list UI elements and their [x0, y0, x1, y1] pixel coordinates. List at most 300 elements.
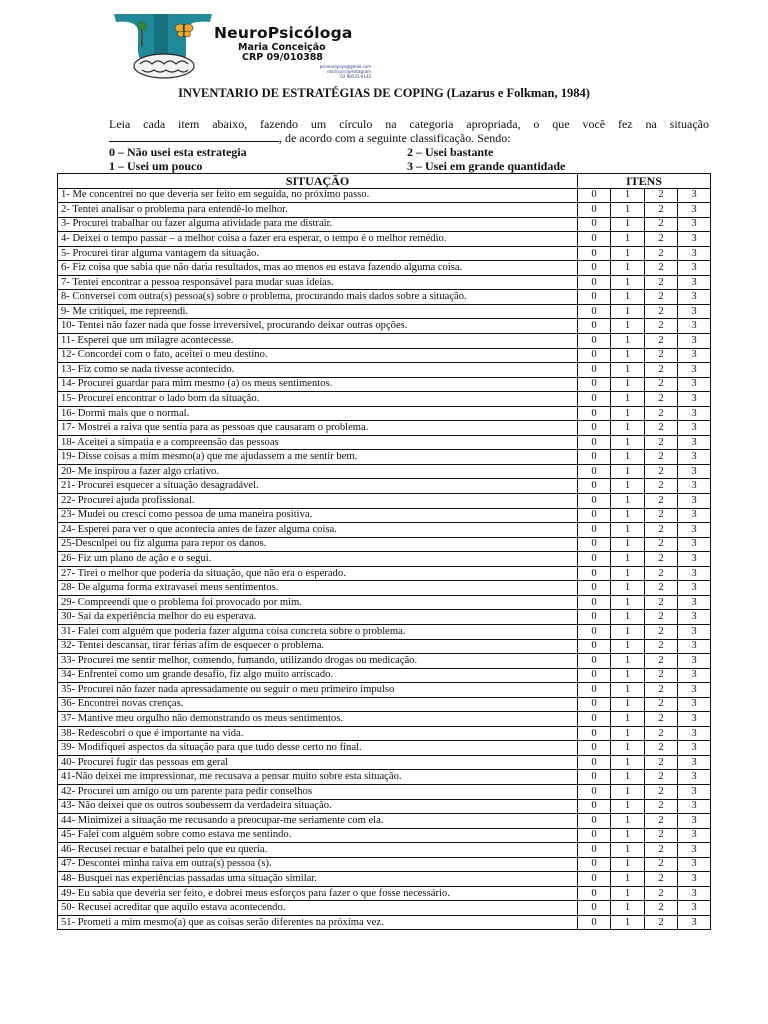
table-row	[58, 464, 711, 479]
rating-option-3[interactable]: 3	[678, 784, 711, 799]
table-row	[58, 290, 711, 305]
rating-option-0[interactable]: 0	[578, 363, 611, 378]
header-items: ITENS	[578, 174, 711, 189]
table-row	[58, 261, 711, 276]
rating-option-1[interactable]: 1	[611, 552, 645, 567]
rating-option-3[interactable]: 3	[678, 246, 711, 261]
rating-option-3[interactable]: 3	[678, 479, 711, 494]
rating-option-2[interactable]: 2	[645, 683, 678, 698]
table-row	[58, 377, 711, 392]
rating-option-2[interactable]: 2	[645, 450, 678, 465]
table-row	[58, 755, 711, 770]
table-row	[58, 203, 711, 218]
situation-cell: 17- Mostrei a raiva que sentia para as pessoas que causaram o problema.	[58, 421, 578, 436]
table-row	[58, 697, 711, 712]
scale-option-3: 3 – Usei em grande quantidade	[407, 159, 566, 173]
rating-option-2[interactable]: 2	[645, 377, 678, 392]
rating-option-0[interactable]: 0	[578, 319, 611, 334]
table-row	[58, 901, 711, 916]
situation-cell: 19- Disse coisas a mim mesmo(a) que me ajudassem a me sentir bem.	[58, 450, 578, 465]
situation-cell: 37- Mantive meu orgulho não demonstrando os meus sentimentos.	[58, 712, 578, 727]
rating-option-2[interactable]: 2	[645, 741, 678, 756]
logo-contact	[301, 64, 371, 79]
rating-option-1[interactable]: 1	[611, 799, 645, 814]
rating-option-1[interactable]: 1	[611, 203, 645, 218]
table-row	[58, 363, 711, 378]
situation-cell: 25-Desculpei ou fiz alguma para repor os danos.	[58, 537, 578, 552]
coping-inventory-table	[57, 173, 711, 930]
rating-option-0[interactable]: 0	[578, 523, 611, 538]
rating-option-1[interactable]: 1	[611, 901, 645, 916]
rating-option-3[interactable]: 3	[678, 814, 711, 829]
rating-option-2[interactable]: 2	[645, 203, 678, 218]
table-row	[58, 639, 711, 654]
situation-cell: 26- Fiz um plano de ação e o segui.	[58, 552, 578, 567]
situation-cell: 48- Busquei nas experiências passadas uma situação similar.	[58, 872, 578, 887]
rating-option-3[interactable]: 3	[678, 523, 711, 538]
rating-option-3[interactable]: 3	[678, 915, 711, 930]
table-row	[58, 828, 711, 843]
rating-option-0[interactable]: 0	[578, 610, 611, 625]
rating-option-2[interactable]: 2	[645, 566, 678, 581]
table-row	[58, 523, 711, 538]
rating-option-2[interactable]: 2	[645, 654, 678, 669]
table-row	[58, 595, 711, 610]
table-row	[58, 406, 711, 421]
situation-cell: 1- Me concentrei no que deveria ser feito em seguida, no próximo passo.	[58, 188, 578, 203]
rating-option-2[interactable]: 2	[645, 188, 678, 203]
rating-option-3[interactable]: 3	[678, 435, 711, 450]
rating-option-3[interactable]: 3	[678, 348, 711, 363]
rating-option-2[interactable]: 2	[645, 290, 678, 305]
rating-option-3[interactable]: 3	[678, 334, 711, 349]
rating-option-1[interactable]: 1	[611, 523, 645, 538]
rating-option-3[interactable]: 3	[678, 828, 711, 843]
rating-option-1[interactable]: 1	[611, 872, 645, 887]
situation-cell: 45- Falei com alguém sobre como estava me sentindo.	[58, 828, 578, 843]
rating-option-1[interactable]: 1	[611, 406, 645, 421]
rating-option-0[interactable]: 0	[578, 377, 611, 392]
rating-option-2[interactable]: 2	[645, 304, 678, 319]
rating-option-1[interactable]: 1	[611, 479, 645, 494]
rating-option-2[interactable]: 2	[645, 915, 678, 930]
rating-option-0[interactable]: 0	[578, 814, 611, 829]
rating-option-0[interactable]: 0	[578, 886, 611, 901]
rating-option-0[interactable]: 0	[578, 872, 611, 887]
rating-option-1[interactable]: 1	[611, 857, 645, 872]
situation-cell: 33- Procurei me sentir melhor, comendo, fumando, utilizando drogas ou medicação.	[58, 654, 578, 669]
rating-option-3[interactable]: 3	[678, 290, 711, 305]
rating-option-2[interactable]: 2	[645, 726, 678, 741]
table-row	[58, 886, 711, 901]
rating-option-3[interactable]: 3	[678, 232, 711, 247]
table-row	[58, 712, 711, 727]
rating-option-1[interactable]: 1	[611, 232, 645, 247]
table-row	[58, 508, 711, 523]
situation-cell: 3- Procurei trabalhar ou fazer alguma atividade para me distrair.	[58, 217, 578, 232]
rating-option-0[interactable]: 0	[578, 217, 611, 232]
rating-option-3[interactable]: 3	[678, 654, 711, 669]
rating-option-1[interactable]: 1	[611, 828, 645, 843]
rating-option-1[interactable]: 1	[611, 683, 645, 698]
rating-option-0[interactable]: 0	[578, 726, 611, 741]
rating-option-2[interactable]: 2	[645, 406, 678, 421]
situation-cell: 30- Saí da experiência melhor do eu esperava.	[58, 610, 578, 625]
table-row	[58, 217, 711, 232]
rating-option-3[interactable]: 3	[678, 392, 711, 407]
rating-option-2[interactable]: 2	[645, 334, 678, 349]
rating-option-1[interactable]: 1	[611, 712, 645, 727]
rating-option-0[interactable]: 0	[578, 232, 611, 247]
rating-option-3[interactable]: 3	[678, 595, 711, 610]
table-row	[58, 246, 711, 261]
rating-option-0[interactable]: 0	[578, 261, 611, 276]
rating-option-1[interactable]: 1	[611, 319, 645, 334]
rating-option-0[interactable]: 0	[578, 624, 611, 639]
table-row	[58, 581, 711, 596]
rating-option-1[interactable]: 1	[611, 843, 645, 858]
rating-option-3[interactable]: 3	[678, 901, 711, 916]
situation-cell: 2- Tentei analisar o problema para entendê-lo melhor.	[58, 203, 578, 218]
rating-option-1[interactable]: 1	[611, 464, 645, 479]
rating-option-2[interactable]: 2	[645, 624, 678, 639]
rating-option-3[interactable]: 3	[678, 421, 711, 436]
rating-option-2[interactable]: 2	[645, 581, 678, 596]
instructions-text-continued: , de acordo com a seguinte classificação. Sendo:	[279, 131, 511, 145]
rating-option-1[interactable]: 1	[611, 755, 645, 770]
rating-option-1[interactable]: 1	[611, 261, 645, 276]
table-row	[58, 392, 711, 407]
table-row	[58, 610, 711, 625]
rating-option-0[interactable]: 0	[578, 566, 611, 581]
brain-icon	[134, 54, 194, 78]
situation-cell: 50- Recusei acreditar que aquilo estava acontecendo.	[58, 901, 578, 916]
rating-option-0[interactable]: 0	[578, 464, 611, 479]
rating-option-3[interactable]: 3	[678, 406, 711, 421]
rating-option-1[interactable]: 1	[611, 508, 645, 523]
rating-option-2[interactable]: 2	[645, 770, 678, 785]
situation-cell: 10- Tentei não fazer nada que fosse irreversível, procurando deixar outras opções.	[58, 319, 578, 334]
header-situation: SITUAÇÃO	[58, 174, 578, 189]
rating-option-3[interactable]: 3	[678, 726, 711, 741]
situation-cell: 6- Fiz coisa que sabia que não daria resultados, mas ao menos eu estava fazendo alguma coisa.	[58, 261, 578, 276]
rating-option-0[interactable]: 0	[578, 595, 611, 610]
rating-option-0[interactable]: 0	[578, 784, 611, 799]
rating-option-0[interactable]: 0	[578, 712, 611, 727]
instructions	[109, 117, 709, 145]
rating-option-2[interactable]: 2	[645, 232, 678, 247]
table-row	[58, 188, 711, 203]
rating-option-2[interactable]: 2	[645, 639, 678, 654]
rating-option-1[interactable]: 1	[611, 188, 645, 203]
rating-option-3[interactable]: 3	[678, 203, 711, 218]
rating-option-1[interactable]: 1	[611, 697, 645, 712]
rating-option-2[interactable]: 2	[645, 668, 678, 683]
situation-cell: 47- Descontei minha raiva em outra(s) pessoa (s).	[58, 857, 578, 872]
situation-blank-line	[109, 131, 279, 142]
rating-option-1[interactable]: 1	[611, 915, 645, 930]
rating-option-0[interactable]: 0	[578, 843, 611, 858]
table-row	[58, 566, 711, 581]
rating-option-0[interactable]: 0	[578, 508, 611, 523]
situation-cell: 11- Esperei que um milagre acontecesse.	[58, 334, 578, 349]
rating-option-0[interactable]: 0	[578, 828, 611, 843]
rating-option-2[interactable]: 2	[645, 217, 678, 232]
rating-option-0[interactable]: 0	[578, 697, 611, 712]
situation-cell: 46- Recusei recuar e batalhei pelo que eu queria.	[58, 843, 578, 858]
rating-option-2[interactable]: 2	[645, 494, 678, 509]
rating-option-1[interactable]: 1	[611, 610, 645, 625]
rating-option-0[interactable]: 0	[578, 537, 611, 552]
rating-option-3[interactable]: 3	[678, 872, 711, 887]
rating-option-2[interactable]: 2	[645, 537, 678, 552]
situation-cell: 15- Procurei encontrar o lado bom da situação.	[58, 392, 578, 407]
butterfly-icon	[175, 24, 193, 37]
rating-option-3[interactable]: 3	[678, 770, 711, 785]
rating-option-1[interactable]: 1	[611, 246, 645, 261]
rating-option-2[interactable]: 2	[645, 464, 678, 479]
rating-option-3[interactable]: 3	[678, 261, 711, 276]
rating-option-0[interactable]: 0	[578, 188, 611, 203]
rating-option-3[interactable]: 3	[678, 450, 711, 465]
rating-option-2[interactable]: 2	[645, 479, 678, 494]
rating-option-0[interactable]: 0	[578, 581, 611, 596]
table-row	[58, 479, 711, 494]
logo-phone: 62 98135-6142	[340, 74, 371, 79]
table-row	[58, 726, 711, 741]
rating-option-0[interactable]: 0	[578, 203, 611, 218]
rating-option-1[interactable]: 1	[611, 494, 645, 509]
rating-option-1[interactable]: 1	[611, 435, 645, 450]
rating-option-3[interactable]: 3	[678, 363, 711, 378]
situation-cell: 40- Procurei fugir das pessoas em geral	[58, 755, 578, 770]
rating-option-0[interactable]: 0	[578, 421, 611, 436]
rating-option-1[interactable]: 1	[611, 392, 645, 407]
rating-option-2[interactable]: 2	[645, 508, 678, 523]
rating-option-0[interactable]: 0	[578, 857, 611, 872]
rating-option-2[interactable]: 2	[645, 319, 678, 334]
rating-option-3[interactable]: 3	[678, 668, 711, 683]
rating-option-0[interactable]: 0	[578, 304, 611, 319]
rating-option-0[interactable]: 0	[578, 334, 611, 349]
document-title: INVENTARIO DE ESTRATÉGIAS DE COPING (Lazarus e Folkman, 1984)	[178, 86, 590, 100]
scale-option-2: 2 – Usei bastante	[407, 145, 494, 159]
rating-option-2[interactable]: 2	[645, 799, 678, 814]
situation-cell: 7- Tentei encontrar a pessoa responsável para mudar suas ideias.	[58, 275, 578, 290]
rating-option-1[interactable]: 1	[611, 275, 645, 290]
rating-option-0[interactable]: 0	[578, 246, 611, 261]
rating-option-1[interactable]: 1	[611, 726, 645, 741]
rating-option-1[interactable]: 1	[611, 566, 645, 581]
rating-option-2[interactable]: 2	[645, 435, 678, 450]
rating-option-0[interactable]: 0	[578, 915, 611, 930]
situation-cell: 49- Eu sabia que deveria ser feito, e dobrei meus esforços para fazer o que fosse necessário.	[58, 886, 578, 901]
rating-option-1[interactable]: 1	[611, 450, 645, 465]
rating-option-2[interactable]: 2	[645, 275, 678, 290]
situation-cell: 43- Não deixei que os outros soubessem da verdadeira situação.	[58, 799, 578, 814]
rating-option-2[interactable]: 2	[645, 421, 678, 436]
rating-option-3[interactable]: 3	[678, 275, 711, 290]
situation-cell: 8- Conversei com outra(s) pessoa(s) sobre o problema, procurando mais dados sobre a situação.	[58, 290, 578, 305]
rating-option-1[interactable]: 1	[611, 654, 645, 669]
rating-option-2[interactable]: 2	[645, 392, 678, 407]
rating-option-0[interactable]: 0	[578, 275, 611, 290]
rating-option-2[interactable]: 2	[645, 610, 678, 625]
rating-option-3[interactable]: 3	[678, 494, 711, 509]
situation-cell: 20- Me inspirou a fazer algo criativo.	[58, 464, 578, 479]
rating-option-0[interactable]: 0	[578, 668, 611, 683]
rating-option-3[interactable]: 3	[678, 857, 711, 872]
rating-option-2[interactable]: 2	[645, 712, 678, 727]
rating-option-0[interactable]: 0	[578, 435, 611, 450]
rating-option-3[interactable]: 3	[678, 712, 711, 727]
table-row	[58, 784, 711, 799]
table-row	[58, 348, 711, 363]
situation-cell: 21- Procurei esquecer a situação desagradável.	[58, 479, 578, 494]
rating-option-1[interactable]: 1	[611, 334, 645, 349]
table-row	[58, 814, 711, 829]
situation-cell: 27- Tirei o melhor que poderia da situação, que não era o esperado.	[58, 566, 578, 581]
situation-cell: 35- Procurei não fazer nada apressadamente ou seguir o meu primeiro impulso	[58, 683, 578, 698]
table-row	[58, 668, 711, 683]
rating-option-3[interactable]: 3	[678, 639, 711, 654]
rating-option-2[interactable]: 2	[645, 843, 678, 858]
rating-option-0[interactable]: 0	[578, 494, 611, 509]
rating-option-1[interactable]: 1	[611, 304, 645, 319]
rating-option-0[interactable]: 0	[578, 770, 611, 785]
rating-option-1[interactable]: 1	[611, 363, 645, 378]
rating-option-0[interactable]: 0	[578, 654, 611, 669]
table-row	[58, 275, 711, 290]
rating-option-1[interactable]: 1	[611, 770, 645, 785]
situation-cell: 24- Esperei para ver o que acontecia antes de fazer alguma coisa.	[58, 523, 578, 538]
rating-option-3[interactable]: 3	[678, 683, 711, 698]
rating-option-3[interactable]: 3	[678, 624, 711, 639]
rating-option-1[interactable]: 1	[611, 668, 645, 683]
rating-option-1[interactable]: 1	[611, 217, 645, 232]
rating-option-0[interactable]: 0	[578, 901, 611, 916]
rating-option-2[interactable]: 2	[645, 828, 678, 843]
rating-option-3[interactable]: 3	[678, 741, 711, 756]
rating-option-3[interactable]: 3	[678, 217, 711, 232]
rating-option-0[interactable]: 0	[578, 290, 611, 305]
rating-option-1[interactable]: 1	[611, 886, 645, 901]
situation-cell: 16- Dormi mais que o normal.	[58, 406, 578, 421]
table-row	[58, 624, 711, 639]
rating-option-1[interactable]: 1	[611, 639, 645, 654]
table-row	[58, 450, 711, 465]
rating-option-3[interactable]: 3	[678, 508, 711, 523]
situation-cell: 32- Tentei descansar, tirar férias afim de esquecer o problema.	[58, 639, 578, 654]
logo-title: NeuroPsicóloga	[214, 24, 353, 42]
rating-option-3[interactable]: 3	[678, 610, 711, 625]
rating-option-0[interactable]: 0	[578, 741, 611, 756]
rating-option-0[interactable]: 0	[578, 479, 611, 494]
rating-option-1[interactable]: 1	[611, 595, 645, 610]
rating-option-1[interactable]: 1	[611, 624, 645, 639]
rating-option-1[interactable]: 1	[611, 290, 645, 305]
rating-option-3[interactable]: 3	[678, 537, 711, 552]
rating-option-2[interactable]: 2	[645, 363, 678, 378]
rating-option-3[interactable]: 3	[678, 697, 711, 712]
table-row	[58, 654, 711, 669]
situation-cell: 12- Concordei com o fato, aceitei o meu destino.	[58, 348, 578, 363]
situation-cell: 42- Procurei um amigo ou um parente para pedir conselhos	[58, 784, 578, 799]
rating-option-0[interactable]: 0	[578, 683, 611, 698]
rating-option-1[interactable]: 1	[611, 377, 645, 392]
table-row	[58, 304, 711, 319]
logo-instagram: mariiconc@instagram	[327, 69, 371, 74]
rating-option-0[interactable]: 0	[578, 392, 611, 407]
situation-cell: 4- Deixei o tempo passar – a melhor coisa a fazer era esperar, o tempo é o melhor remédio.	[58, 232, 578, 247]
rating-option-3[interactable]: 3	[678, 566, 711, 581]
rating-option-2[interactable]: 2	[645, 857, 678, 872]
rating-option-3[interactable]: 3	[678, 377, 711, 392]
situation-cell: 13- Fiz como se nada tivesse acontecido.	[58, 363, 578, 378]
situation-cell: 22- Procurei ajuda profissional.	[58, 494, 578, 509]
rating-option-2[interactable]: 2	[645, 523, 678, 538]
rating-option-3[interactable]: 3	[678, 188, 711, 203]
situation-cell: 14- Procurei guardar para mim mesmo (a) os meus sentimentos.	[58, 377, 578, 392]
rating-option-1[interactable]: 1	[611, 814, 645, 829]
rating-option-2[interactable]: 2	[645, 872, 678, 887]
table-row	[58, 421, 711, 436]
rating-option-3[interactable]: 3	[678, 581, 711, 596]
rating-option-1[interactable]: 1	[611, 581, 645, 596]
rating-option-2[interactable]: 2	[645, 697, 678, 712]
rating-option-2[interactable]: 2	[645, 246, 678, 261]
rating-option-3[interactable]: 3	[678, 319, 711, 334]
rating-option-1[interactable]: 1	[611, 784, 645, 799]
table-row	[58, 843, 711, 858]
rating-option-1[interactable]: 1	[611, 741, 645, 756]
rating-option-0[interactable]: 0	[578, 348, 611, 363]
table-row	[58, 872, 711, 887]
rating-option-3[interactable]: 3	[678, 552, 711, 567]
rating-option-1[interactable]: 1	[611, 537, 645, 552]
rating-option-3[interactable]: 3	[678, 464, 711, 479]
rating-option-2[interactable]: 2	[645, 348, 678, 363]
rating-option-0[interactable]: 0	[578, 406, 611, 421]
rating-option-2[interactable]: 2	[645, 755, 678, 770]
rating-option-2[interactable]: 2	[645, 784, 678, 799]
rating-option-2[interactable]: 2	[645, 261, 678, 276]
rating-option-2[interactable]: 2	[645, 814, 678, 829]
rating-option-3[interactable]: 3	[678, 799, 711, 814]
situation-cell: 36- Encontrei novas crenças.	[58, 697, 578, 712]
rating-option-3[interactable]: 3	[678, 843, 711, 858]
rating-option-0[interactable]: 0	[578, 799, 611, 814]
table-row	[58, 537, 711, 552]
rating-option-1[interactable]: 1	[611, 348, 645, 363]
rating-option-2[interactable]: 2	[645, 886, 678, 901]
table-header-row	[58, 174, 711, 189]
rating-option-2[interactable]: 2	[645, 595, 678, 610]
rating-option-0[interactable]: 0	[578, 450, 611, 465]
situation-cell: 31- Falei com alguém que poderia fazer alguma coisa concreta sobre o problema.	[58, 624, 578, 639]
rating-option-3[interactable]: 3	[678, 304, 711, 319]
rating-option-2[interactable]: 2	[645, 901, 678, 916]
rating-option-2[interactable]: 2	[645, 552, 678, 567]
rating-option-1[interactable]: 1	[611, 421, 645, 436]
rating-option-0[interactable]: 0	[578, 639, 611, 654]
rating-option-0[interactable]: 0	[578, 755, 611, 770]
instructions-text: Leia cada item abaixo, fazendo um círculo na categoria apropriada, o que você fez na situação	[109, 117, 709, 131]
rating-option-0[interactable]: 0	[578, 552, 611, 567]
table-row	[58, 334, 711, 349]
rating-option-3[interactable]: 3	[678, 886, 711, 901]
rating-option-3[interactable]: 3	[678, 755, 711, 770]
